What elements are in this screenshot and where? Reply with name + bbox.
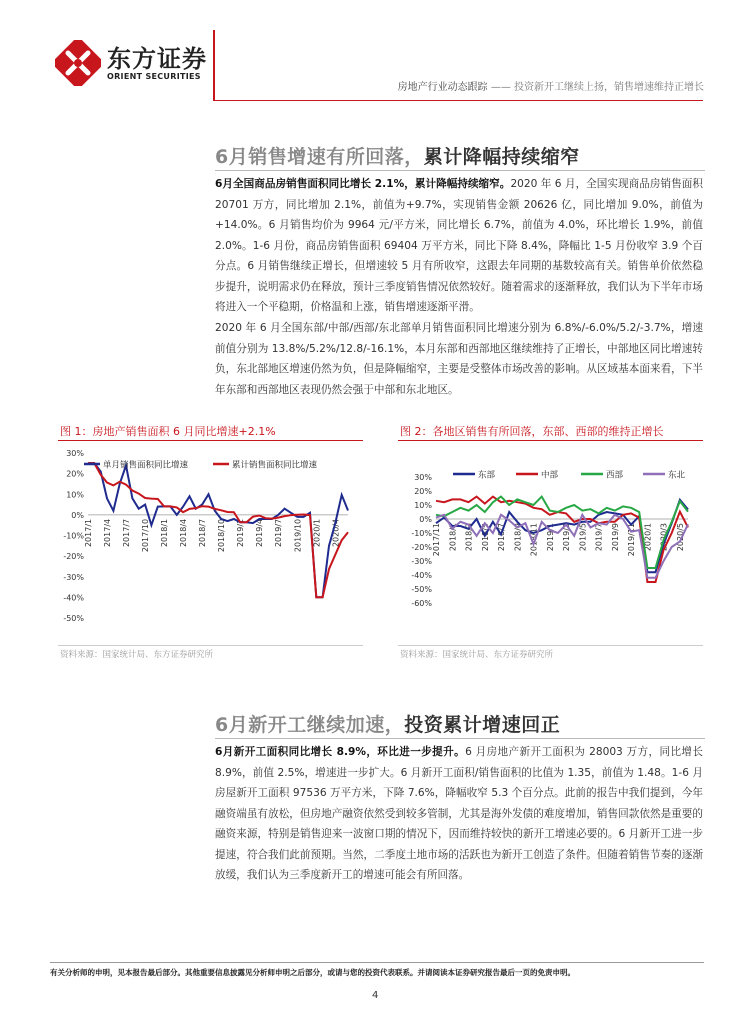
x-tick-label: 2020/3 [659, 523, 669, 552]
x-tick-label: 2017/7 [122, 518, 132, 548]
report-title: 房地产行业动态跟踪 [397, 82, 488, 93]
x-tick-label: 2018/1 [160, 518, 170, 548]
y-tick-label: -50% [411, 585, 432, 594]
section2-title-b: 投资累计增速回正 [404, 714, 561, 736]
section1-rule [215, 170, 705, 171]
section1-title-a: 6月销售增速有所回落， [215, 146, 424, 168]
figure2-title: 图 2：各地区销售有所回落，东部、西部的维持正增长 [400, 425, 664, 438]
x-tick-label: 2019/7 [274, 518, 284, 548]
footer-disclaimer: 有关分析师的申明，见本报告最后部分。其他重要信息披露见分析师申明之后部分，或请与您的投资代表联系。并请阅读本证券研究报告最后一页的免责申明。 [50, 968, 575, 977]
x-tick-label: 2020/1 [643, 523, 653, 552]
x-tick-label: 2019/5 [578, 523, 588, 552]
x-tick-label: 2019/3 [562, 523, 572, 552]
x-tick-label: 2018/4 [179, 518, 189, 548]
y-tick-label: -10% [63, 531, 84, 541]
x-tick-label: 2019/4 [255, 518, 265, 548]
y-tick-label: -30% [411, 557, 432, 566]
page-number: 4 [372, 990, 379, 1001]
x-tick-label: 2020/4 [331, 518, 341, 548]
x-tick-label: 2018/3 [464, 523, 474, 552]
section2-rule [215, 738, 705, 739]
figure2-chart [398, 443, 703, 643]
section1-title [215, 142, 580, 169]
legend-label: 西部 [606, 470, 624, 481]
figure1-chart [58, 443, 363, 643]
x-tick-label: 2017/1 [84, 518, 93, 548]
header-vertical-rule [213, 30, 215, 100]
section2-p1-body: 6 月房地产新开工面积为 28003 万方，同比增长 8.9%，前值 2.5%，增速进一步扩大。6 月新开工面积/销售面积的比值为 1.35，前值为 1.48。1-6 月房屋新开工面积 97536 万平方米，下降 7.6%，降幅收窄 5.3 个百分点。此前的报告中我们提到，今年融资端虽有放松，但房地产融资依然受到较多管制，尤其是海外发债的难度增加，销售回款依然是重要的融资来源，特别是销售迎来一波窗口期的情况下，因而维持较快的新开工增速必要的。6 月新开工进一步提速，符合我们此前预期。当然，二季度土地市场的活跃也为新开工创造了条件。但随着销售节奏的逐渐放缓，我们认为三季度新开工的增速可能会有所回落。 [215, 746, 703, 881]
report-subtitle: —— 投资新开工继续上扬，销售增速维持正增长 [487, 82, 704, 93]
x-tick-label: 2018/10 [217, 518, 227, 553]
figure2-bottom-rule [398, 645, 703, 646]
footer-divider [50, 962, 704, 963]
report-header-title [398, 78, 704, 93]
y-tick-label: -30% [63, 572, 84, 582]
y-tick-label: -50% [63, 614, 84, 623]
x-tick-label: 2019/9 [610, 523, 620, 552]
y-tick-label: 30% [414, 473, 432, 482]
section1-p1-lead: 6月全国商品房销售面积同比增长 2.1%，累计降幅持续缩窄。 [215, 178, 511, 190]
figure1-title-rule [58, 440, 363, 441]
figure2-title-rule [398, 440, 703, 441]
section1-paragraph-2: 2020 年 6 月全国东部/中部/西部/东北部单月销售面积同比增速分别为 6.8%/-6.0%/5.2/-3.7%，增速前值分别为 13.8%/5.2%/12.8/-16.1%，本月东部和西部地区继续维持了正增长，中部地区同比增速转负，东北部地区增速仍然为负，但是降幅缩窄，主要是受整体市场改善的影响。从区域基本面来看，下半年东部和西部地区表现仍然会强于中部和东北地区。 [215, 322, 703, 396]
section1-title-b: 累计降幅持续缩窄 [423, 146, 580, 168]
y-tick-label: -40% [63, 593, 84, 603]
x-tick-label: 2018/7 [497, 523, 507, 552]
legend-label: 东部 [478, 470, 496, 481]
x-tick-label: 2019/1 [236, 518, 246, 548]
x-tick-label: 2019/7 [594, 523, 604, 552]
figure1-bottom-rule [58, 645, 363, 646]
logo-english-name: ORIENT SECURITIES [107, 71, 201, 81]
figure2-source: 资料来源：国家统计局、东方证券研究所 [400, 650, 554, 660]
section1-p1-body: 2020 年 6 月，全国实现商品房销售面积 20701 万方，同比增加 2.1%，前值为+9.7%，实现销售金额 20626 亿，同比增加 9.0%，前值为+14.0%。6 月销售均价为 9964 元/平方米，同比增长 6.7%，前值为 4.0%，环比增长 1.9%，前值 2.0%。1-6 月份，商品房销售面积 69404 万平方米，同比下降 8.4%，降幅比 1-5 月份收窄 3.9 个百分点。6 月销售继续正增长，但增速较 5 月有所收窄，这跟去年同期的基数较高有关。销售单价依然稳步提升，说明需求仍在释放，预计三季度销售情况依然较好。随着需求的逐渐释放，我们认为下半年市场将进入一个平稳期，价格温和上涨，销售增速逐渐平滑。 [215, 178, 703, 313]
y-tick-label: -20% [63, 552, 84, 562]
x-tick-label: 2018/5 [480, 523, 490, 552]
y-tick-label: -10% [411, 529, 432, 538]
y-tick-label: 30% [66, 449, 84, 458]
x-tick-label: 2018/9 [513, 523, 523, 552]
legend-label: 累计销售面积同比增速 [232, 460, 318, 471]
legend-label: 中部 [541, 470, 559, 481]
x-tick-label: 2018/11 [529, 523, 539, 557]
section1-paragraph-1 [215, 174, 703, 318]
y-tick-label: 0% [71, 510, 84, 520]
y-tick-label: -60% [411, 599, 432, 608]
section2-title [215, 710, 560, 737]
x-tick-label: 2018/1 [448, 523, 458, 552]
x-tick-label: 2019/11 [627, 523, 637, 557]
y-tick-label: 0% [419, 515, 432, 524]
x-tick-label: 2020/1 [312, 518, 322, 548]
section2-title-a: 6月新开工继续加速， [215, 714, 405, 736]
section2-paragraph-1 [215, 742, 703, 886]
company-logo [55, 40, 207, 86]
header-divider [213, 100, 703, 101]
y-tick-label: 20% [414, 487, 432, 496]
x-tick-label: 2017/10 [141, 518, 151, 553]
section2-p1-lead: 6月新开工面积同比增长 8.9%，环比进一步提升。 [215, 746, 466, 758]
x-tick-label: 2017/11 [432, 523, 441, 557]
y-tick-label: -40% [411, 571, 432, 580]
x-tick-label: 2019/1 [545, 523, 555, 552]
x-tick-label: 2020/5 [675, 523, 685, 552]
y-tick-label: 10% [66, 490, 84, 500]
figure1-title: 图 1：房地产销售面积 6 月同比增速+2.1% [60, 425, 276, 438]
x-tick-label: 2017/4 [103, 518, 113, 548]
legend-label: 单月销售面积同比增速 [103, 460, 189, 471]
y-tick-label: 20% [66, 469, 84, 479]
orient-logo-icon [55, 40, 101, 86]
figure1-source: 资料来源：国家统计局、东方证券研究所 [60, 650, 214, 660]
y-tick-label: 10% [414, 501, 432, 510]
x-tick-label: 2019/10 [293, 518, 303, 553]
x-tick-label: 2018/7 [198, 518, 208, 548]
legend-label: 东北 [668, 470, 686, 481]
logo-chinese-name: 东方证券 [107, 44, 207, 73]
y-tick-label: -20% [411, 543, 432, 552]
